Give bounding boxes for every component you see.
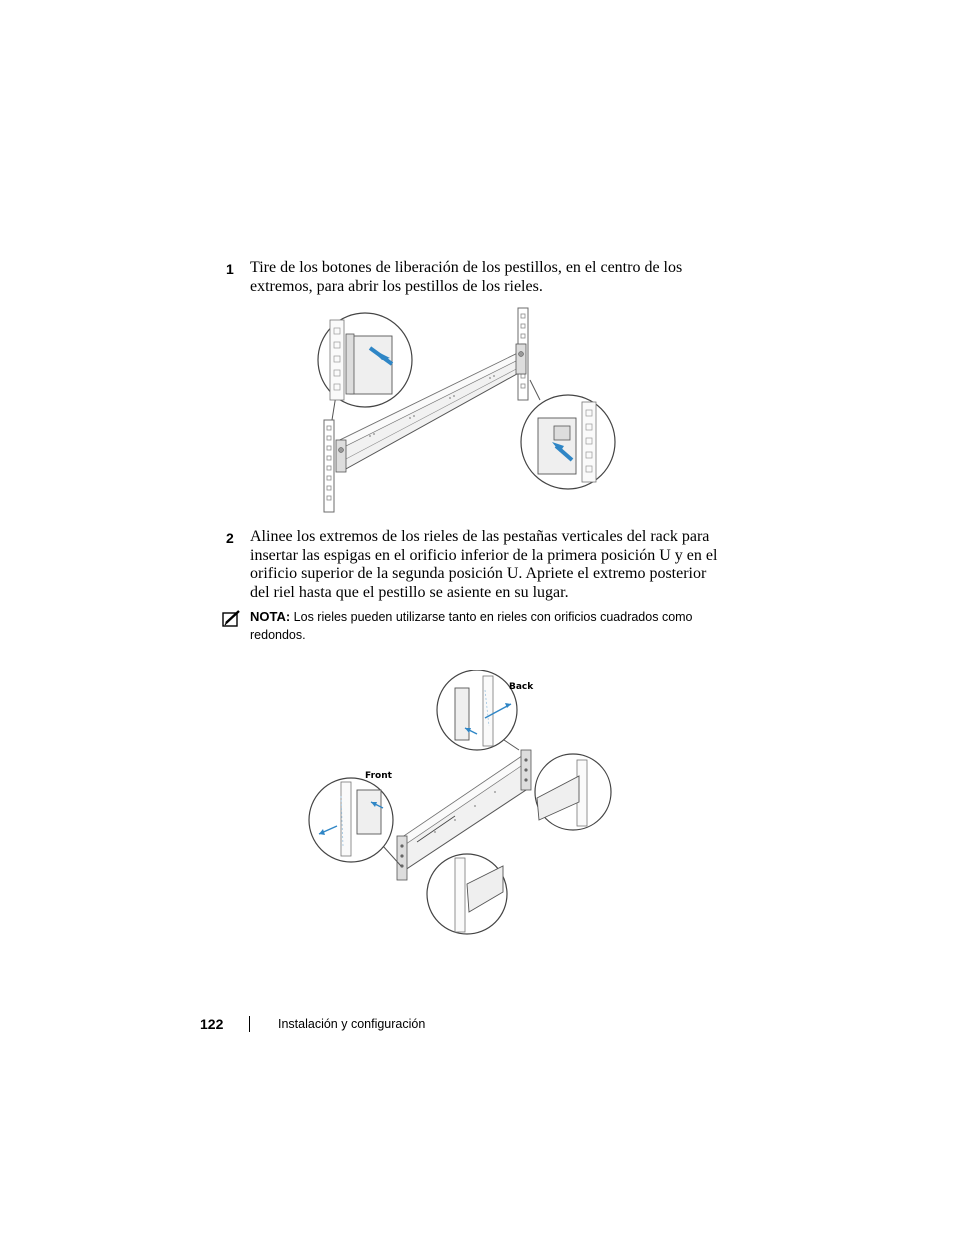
page-footer <box>0 1014 954 1038</box>
step-text: Alinee los extremos de los rieles de las pestañas verticales del rack para insertar las espigas en el orificio inferior de la primera posición U y en el orificio superior de la segunda posición U. Apriete el extremo posterior del riel hasta que el pestillo se asiente en su lugar. <box>250 528 718 601</box>
rail-alignment-illustration <box>305 670 615 940</box>
front-label: Front <box>365 771 392 781</box>
rail-latch-svg <box>310 300 620 520</box>
back-label: Back <box>509 682 534 692</box>
note-text <box>250 608 710 644</box>
step-number: 2 <box>226 530 234 546</box>
note-pencil-icon <box>222 610 242 628</box>
step-text: Tire de los botones de liberación de los pestillos, en el centro de los extremos, para abrir los pestillos de los rieles. <box>250 259 683 295</box>
section-title: Instalación y configuración <box>278 1017 426 1031</box>
note-content: Los rieles pueden utilizarse tanto en rieles con orificios cuadrados como redondos. <box>250 610 693 642</box>
page-number: 122 <box>200 1016 224 1032</box>
rail-latch-illustration <box>310 300 620 520</box>
rail-alignment-svg <box>305 670 615 940</box>
step-number: 1 <box>226 261 234 277</box>
footer-divider <box>249 1016 250 1032</box>
note-label: NOTA: <box>250 609 291 624</box>
